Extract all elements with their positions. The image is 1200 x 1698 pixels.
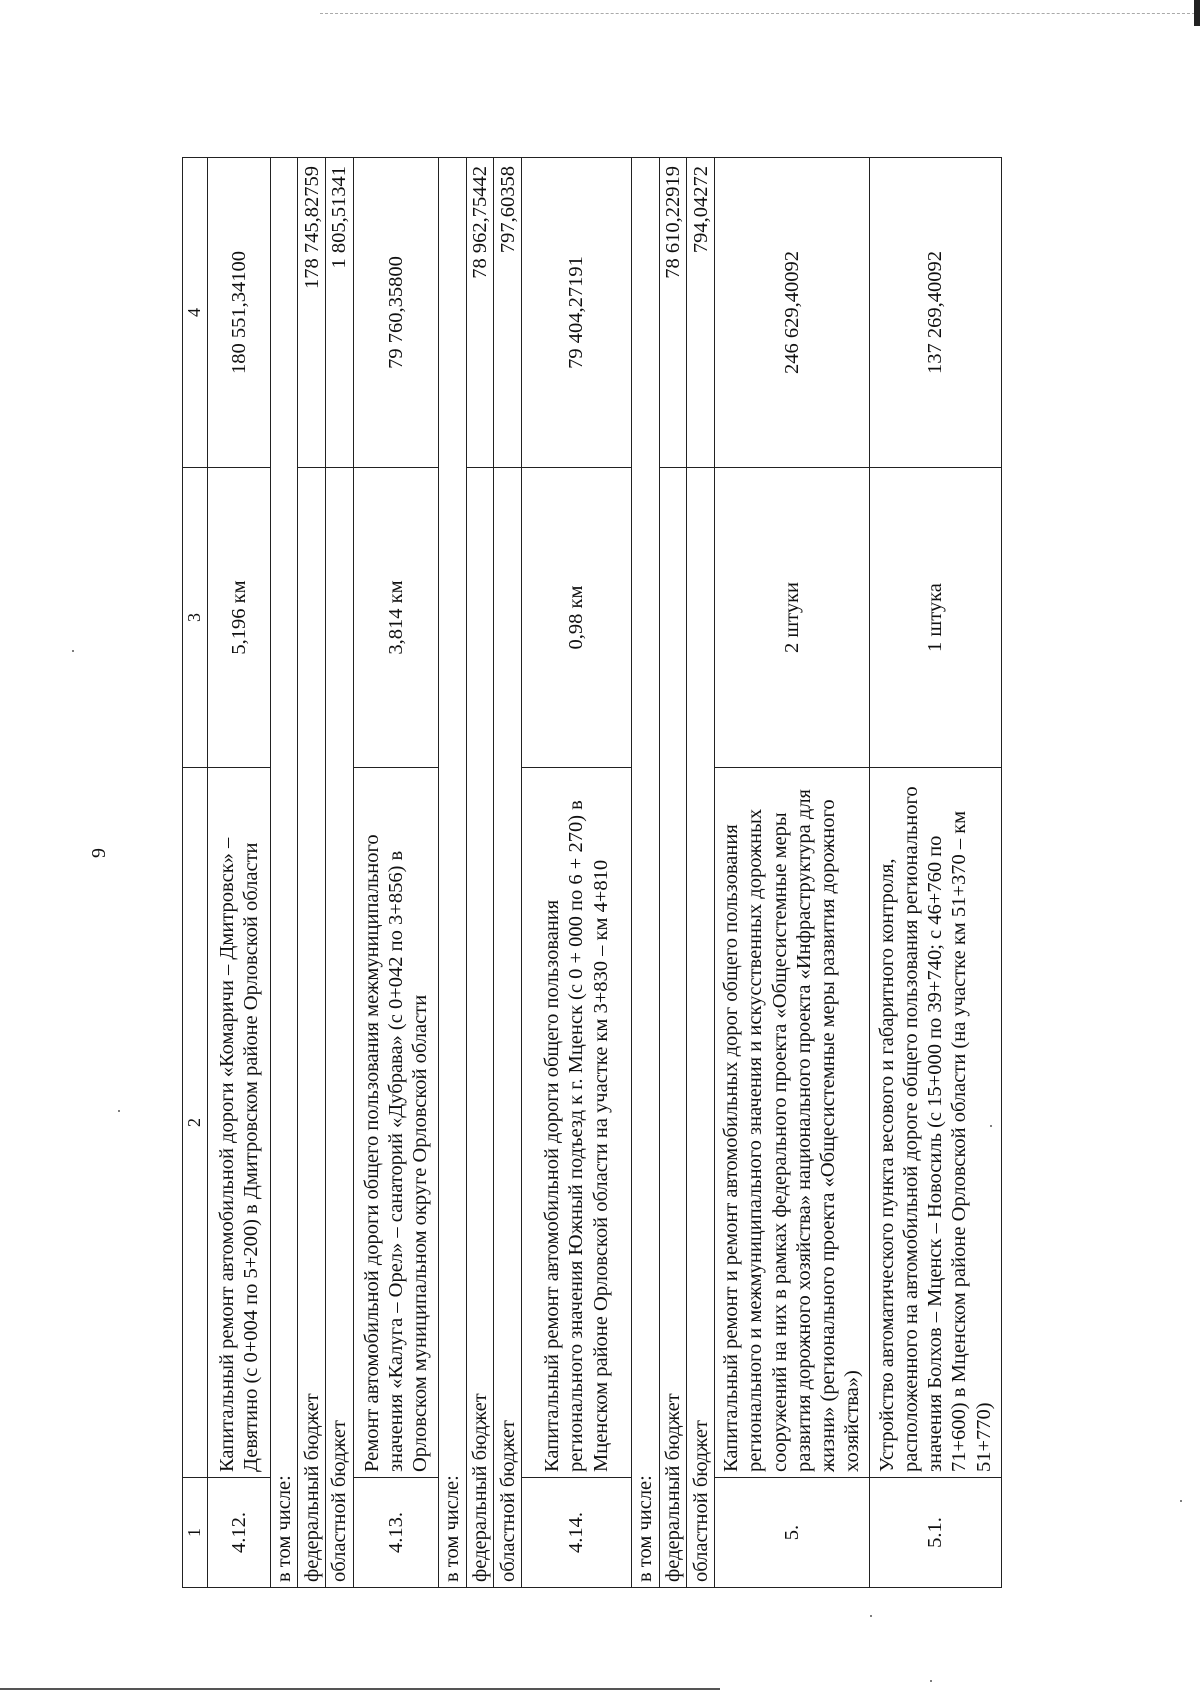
scan-speck [118, 1110, 120, 1112]
row-description: Капитальный ремонт автомобильной дороги общего пользования регионального значения Южный подъезд к г. Мценск (с 0 + 000 по 6 + 270) в Мценском районе Орловской области на участке км 3+830 – км 4+810 [522, 768, 632, 1478]
row-description: Капитальный ремонт и ремонт автомобильных дорог общего пользования регионального и межмуниципального значения и искусственных дорожных сооружений на них в рамках федерального проекта «Общесистемные меры развития дорожного хозяйства» национального проекта «Инфраструктура для жизни» (регионального проекта «Общесистемные меры развития дорожного хозяйства») [714, 768, 869, 1478]
header-col-1: 1 [183, 1478, 208, 1588]
table-row [466, 158, 494, 1588]
row-description: Ремонт автомобильной дороги общего пользования межмуниципального значения «Калуга – Орел» – санаторий «Дубрава» (с 0+042 по 3+856) в Орловском муниципальном округе Орловской области [353, 768, 438, 1478]
table-row [270, 158, 298, 1588]
row-amount: 246 629,40092 [714, 158, 869, 468]
budget-label: областной бюджет [687, 468, 715, 1588]
budget-amount: 1 805,51341 [326, 158, 354, 468]
subtotal-label: в том числе: [632, 158, 660, 1588]
subtotal-label: в том числе: [270, 158, 298, 1588]
table-row [687, 158, 715, 1588]
budget-amount: 794,04272 [687, 158, 715, 468]
row-amount: 180 551,34100 [207, 158, 270, 468]
budget-label: областной бюджет [326, 468, 354, 1588]
row-number: 4.14. [522, 1478, 632, 1588]
table-row [439, 158, 467, 1588]
budget-label: федеральный бюджет [466, 468, 494, 1588]
row-quantity: 1 штука [869, 468, 1001, 768]
budget-amount: 78 962,75442 [466, 158, 494, 468]
budget-label: федеральный бюджет [659, 468, 687, 1588]
page-number: 9 [88, 848, 110, 858]
budget-amount: 178 745,82759 [298, 158, 326, 468]
table-row [494, 158, 522, 1588]
budget-label: областной бюджет [494, 468, 522, 1588]
header-col-4: 4 [183, 158, 208, 468]
subtotal-label: в том числе: [439, 158, 467, 1588]
row-quantity: 5,196 км [207, 468, 270, 768]
scan-speck [870, 1615, 872, 1617]
header-col-2: 2 [183, 768, 208, 1478]
header-col-3: 3 [183, 468, 208, 768]
budget-amount: 78 610,22919 [659, 158, 687, 468]
scan-border-top [320, 13, 1200, 14]
row-number: 4.12. [207, 1478, 270, 1588]
row-amount: 79 760,35800 [353, 158, 438, 468]
table-row [714, 158, 869, 1588]
table-row [353, 158, 438, 1588]
table-row [326, 158, 354, 1588]
row-description: Капитальный ремонт автомобильной дороги «Комаричи – Дмитровск» – Девятино (с 0+004 по 5+200) в Дмитровском районе Орловской области [207, 768, 270, 1478]
table-row [632, 158, 660, 1588]
table-row [298, 158, 326, 1588]
table-rotated-container [182, 158, 1002, 1588]
table-row [522, 158, 632, 1588]
scan-speck [72, 650, 74, 652]
row-quantity: 3,814 км [353, 468, 438, 768]
table-row [659, 158, 687, 1588]
row-number: 5.1. [869, 1478, 1001, 1588]
funding-table [182, 157, 1002, 1588]
scan-border-bottom [0, 1688, 720, 1690]
budget-label: федеральный бюджет [298, 468, 326, 1588]
row-amount: 137 269,40092 [869, 158, 1001, 468]
row-description: Устройство автоматического пункта весового и габаритного контроля, расположенного на автомобильной дороге общего пользования регионального значения Болхов – Мценск – Новосиль (с 15+000 по 39+740; с 46+760 по 71+600) в Мценском районе Орловской области (на участке км 51+370 – км 51+770) [869, 768, 1001, 1478]
row-amount: 79 404,27191 [522, 158, 632, 468]
table-header-row [183, 158, 208, 1588]
row-quantity: 0,98 км [522, 468, 632, 768]
table-row [207, 158, 270, 1588]
budget-amount: 797,60358 [494, 158, 522, 468]
scan-edge-mark [1194, 0, 1200, 26]
scan-speck [1180, 1500, 1182, 1502]
row-quantity: 2 штуки [714, 468, 869, 768]
scan-speck [930, 1680, 932, 1682]
table-row [869, 158, 1001, 1588]
row-number: 4.13. [353, 1478, 438, 1588]
row-number: 5. [714, 1478, 869, 1588]
